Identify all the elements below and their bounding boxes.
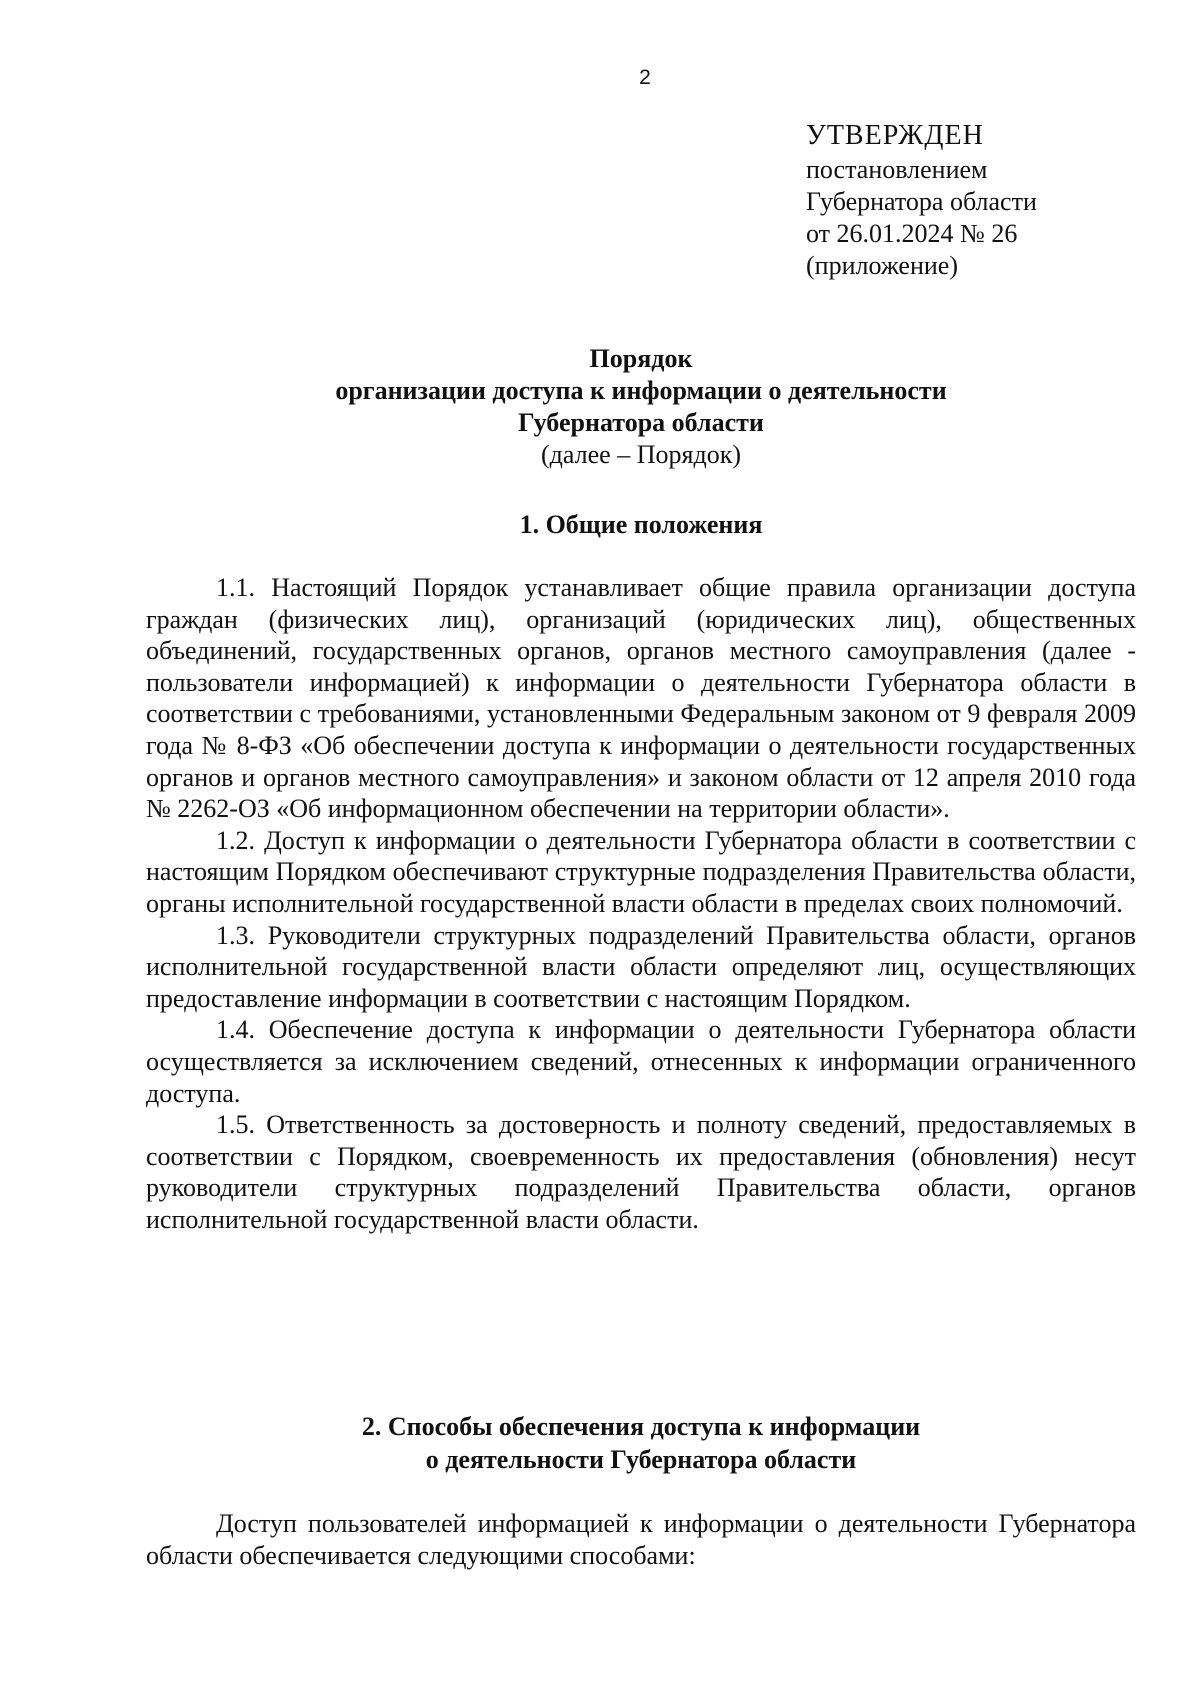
section-2-heading-line-2: о деятельности Губернатора области (425, 1445, 857, 1474)
approval-heading: УТВЕРЖДЕН (806, 120, 984, 151)
paragraph-1-3: 1.3. Руководители структурных подразделений Правительства области, органов исполнительной государственной власти области определяют лиц, осуществляющих предоставление информации в соответствии с настоящим Порядком. (146, 920, 1136, 1013)
paragraph-1-2: 1.2. Доступ к информации о деятельности Губернатора области в соответствии с настоящим Порядком обеспечивают структурные подразделения Правительства области, органы исполнительной государственной власти области в пределах своих полномочий. (146, 825, 1136, 918)
page-number: 2 (639, 66, 651, 89)
document-title (146, 343, 1136, 471)
section-2-body (146, 1508, 1136, 1571)
title-line-1: Порядок (589, 344, 693, 373)
approval-line-2: Губернатора области (806, 187, 1037, 216)
paragraph-1-5: 1.5. Ответственность за достоверность и полноту сведений, предоставляемых в соответствии с Порядком, своевременность их предоставления (обновления) несут руководители структурных подразделений Правительства области, органов исполнительной государственной власти области. (146, 1110, 1136, 1234)
section-2-intro-paragraph: Доступ пользователей информацией к информации о деятельности Губернатора области обеспечивается следующими способами: (146, 1509, 1136, 1570)
paragraph-1-1: 1.1. Настоящий Порядок устанавливает общие правила организации доступа граждан (физических лиц), организаций (юридических лиц), общественных объединений, государственных органов, органов местного самоуправления (далее - пользователи информацией) к информации о деятельности Губернатора области в соответствии с требованиями, установленными Федеральным законом от 9 февраля 2009 года № 8-ФЗ «Об обеспечении доступа к информации о деятельности государственных органов и органов местного самоуправления» и законом области от 12 апреля 2010 года № 2262-ОЗ «Об информационном обеспечении на территории области». (146, 573, 1136, 824)
section-2-heading-line-1: 2. Способы обеспечения доступа к информации (361, 1412, 921, 1441)
title-line-4: (далее – Порядок) (541, 440, 741, 469)
approval-stamp-block (806, 118, 1037, 282)
section-1-heading: 1. Общие положения (519, 510, 763, 539)
approval-line-1: постановлением (806, 155, 988, 184)
title-line-2: организации доступа к информации о деятельности (335, 376, 947, 405)
section-1-body (146, 572, 1136, 1235)
section-2-heading (146, 1410, 1136, 1476)
title-line-3: Губернатора области (518, 408, 764, 437)
approval-line-4: (приложение) (806, 251, 959, 280)
approval-line-3: от 26.01.2024 № 26 (806, 219, 1018, 248)
paragraph-1-4: 1.4. Обеспечение доступа к информации о деятельности Губернатора области осуществляется за исключением сведений, отнесенных к информации ограниченного доступа. (146, 1015, 1136, 1108)
